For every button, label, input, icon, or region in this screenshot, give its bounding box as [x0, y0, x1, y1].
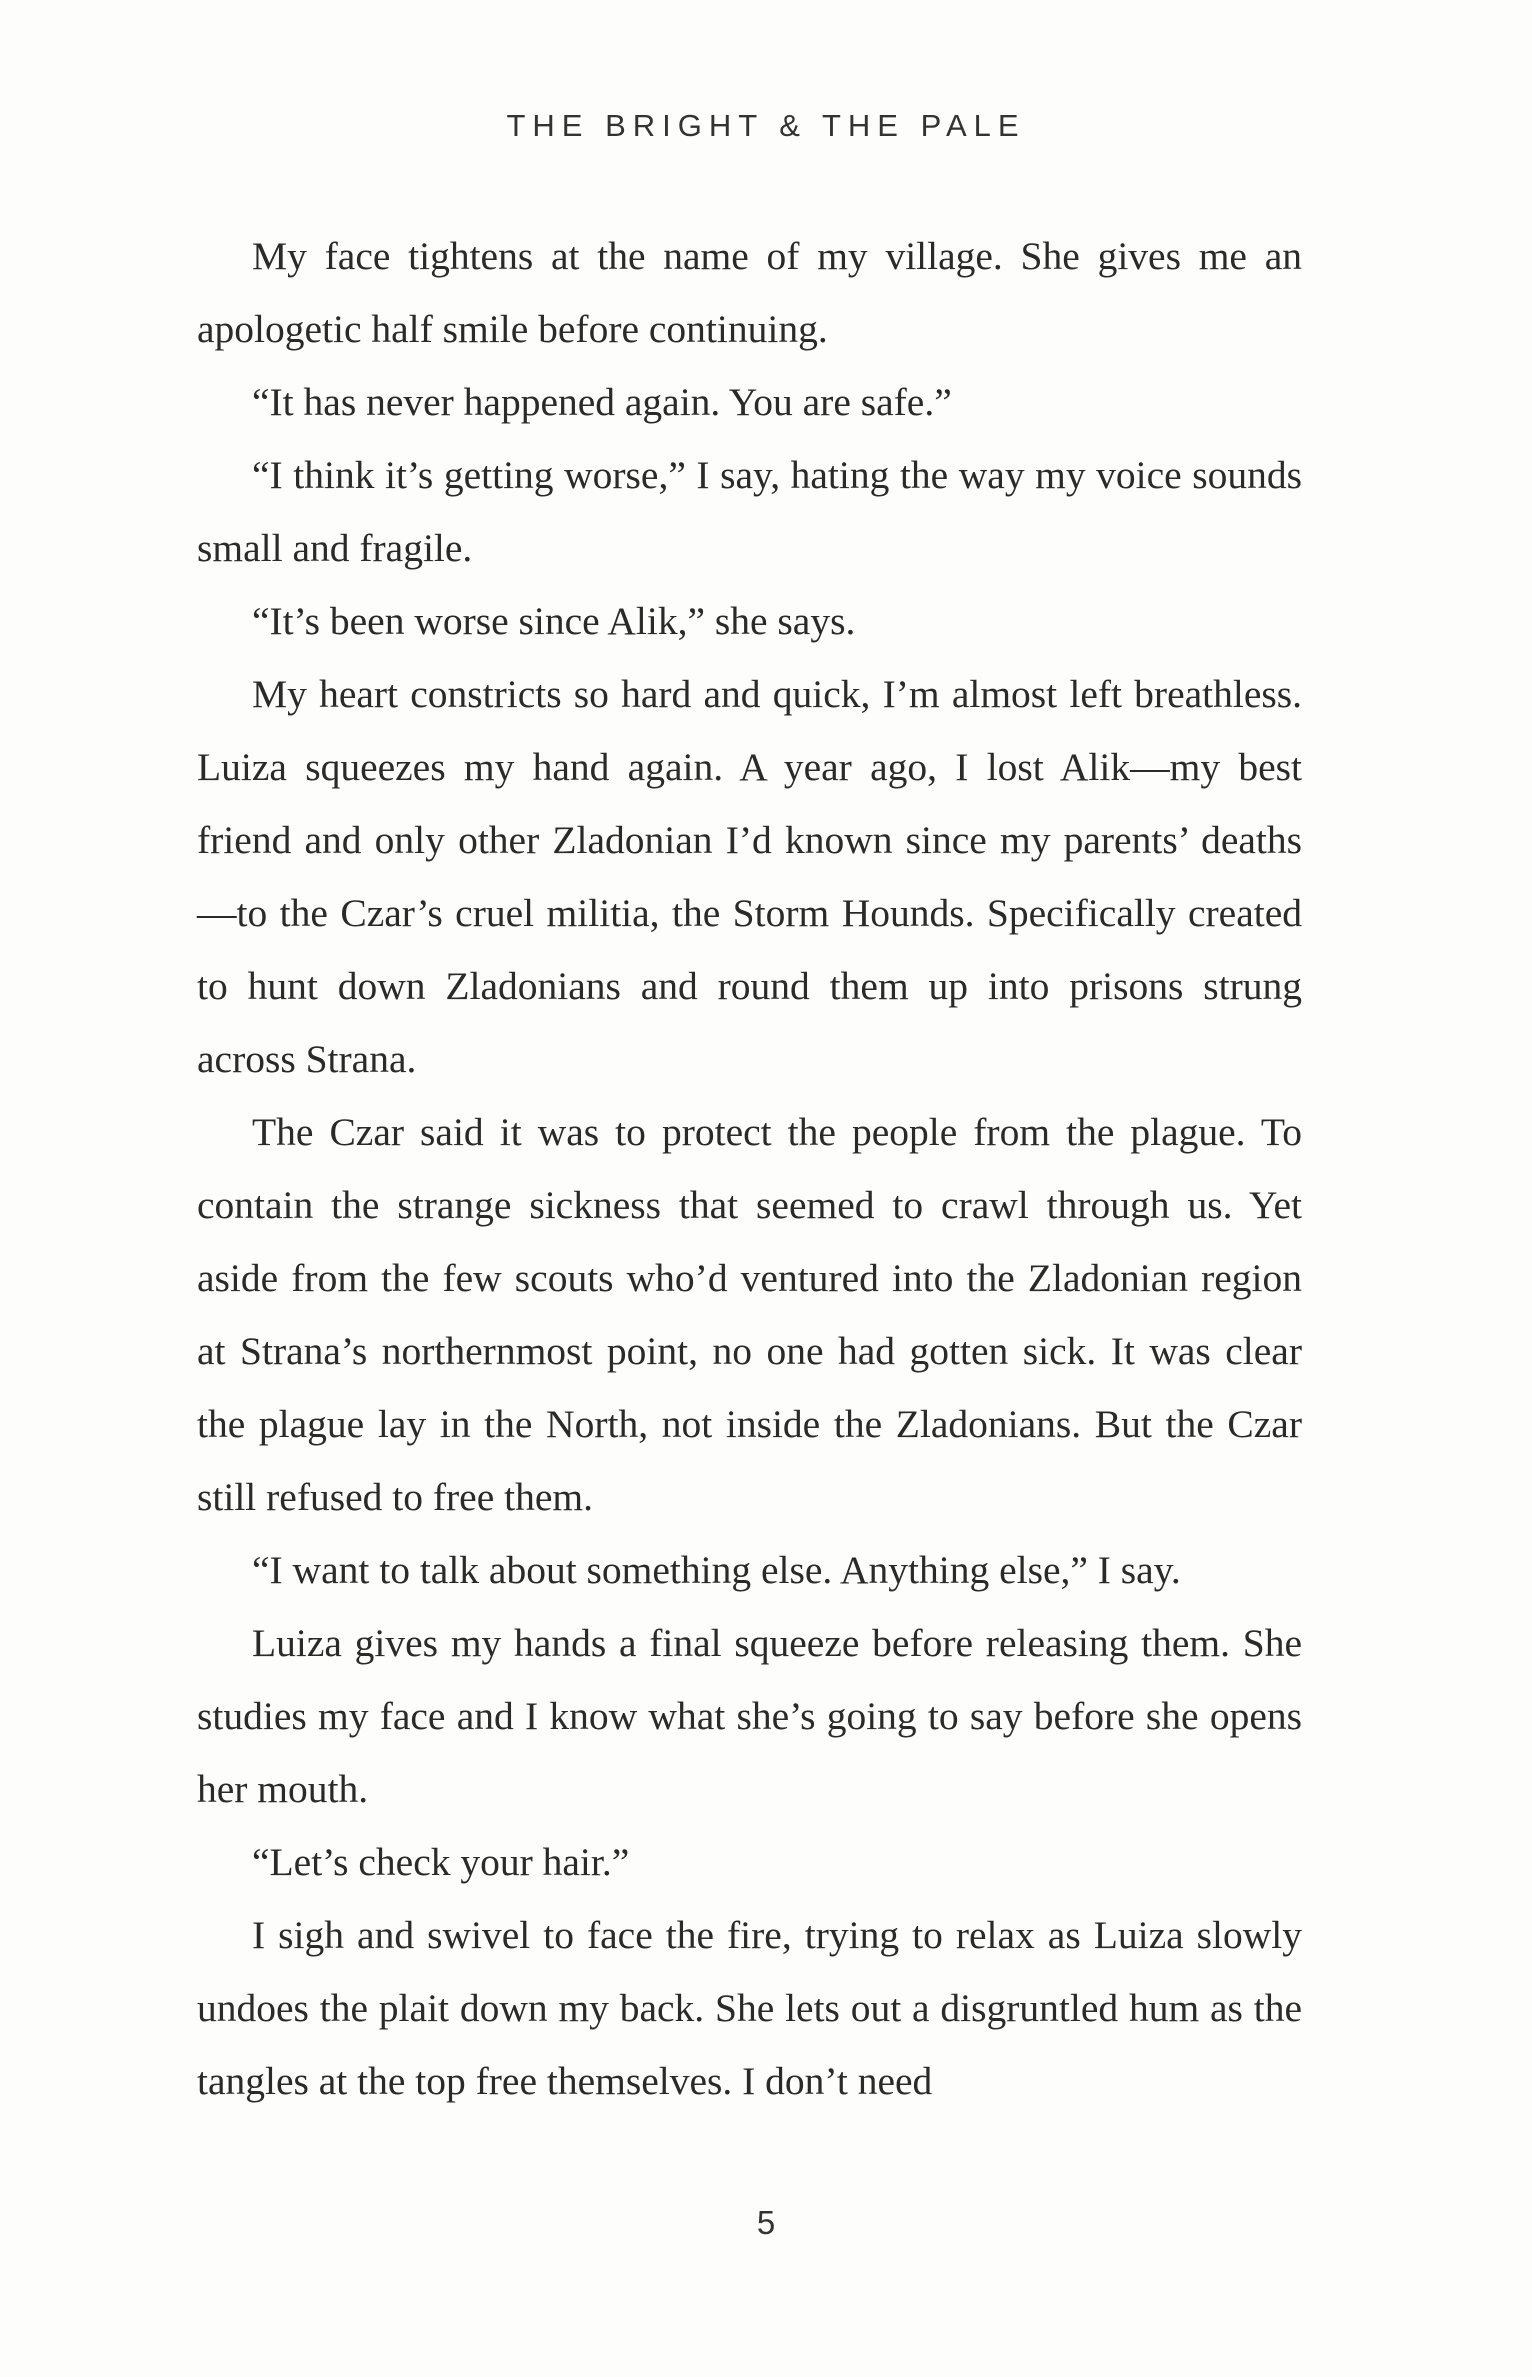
paragraph: “Let’s check your hair.” [252, 1840, 630, 1884]
paragraph: “I want to talk about something else. Anything else,” I say. [252, 1548, 1181, 1592]
paragraph: My heart constricts so hard and quick, I’m almost left breathless. Luiza squeezes my hand again. A year ago, I lost Alik—my best friend and only other Zladonian I’d known since my parents’ deaths—to the Czar’s cruel militia, the Storm Hounds. Specifically created to hunt down Zladonians and round them up into prisons strung across Strana. [197, 672, 1302, 1081]
paragraph: I sigh and swivel to face the fire, trying to relax as Luiza slowly undoes the plait down my back. She lets out a disgruntled hum as the tangles at the top free themselves. I don’t need [197, 1913, 1302, 2103]
paragraph: “It has never happened again. You are safe.” [252, 380, 952, 424]
paragraph: My face tightens at the name of my village. She gives me an apologetic half smile before continuing. [197, 234, 1302, 351]
body-text [197, 220, 1302, 2118]
paragraph: Luiza gives my hands a final squeeze before releasing them. She studies my face and I know what she’s going to say before she opens her mouth. [197, 1621, 1302, 1811]
paragraph: “It’s been worse since Alik,” she says. [252, 599, 856, 643]
paragraph: “I think it’s getting worse,” I say, hating the way my voice sounds small and fragile. [197, 453, 1302, 570]
running-head-title: THE BRIGHT & THE PALE [506, 108, 1026, 143]
paragraph: The Czar said it was to protect the people from the plague. To contain the strange sickness that seemed to crawl through us. Yet aside from the few scouts who’d ventured into the Zladonian region at Strana’s northernmost point, no one had gotten sick. It was clear the plague lay in the North, not inside the Zladonians. But the Czar still refused to free them. [197, 1110, 1302, 1519]
page-number: 5 [756, 2204, 776, 2241]
